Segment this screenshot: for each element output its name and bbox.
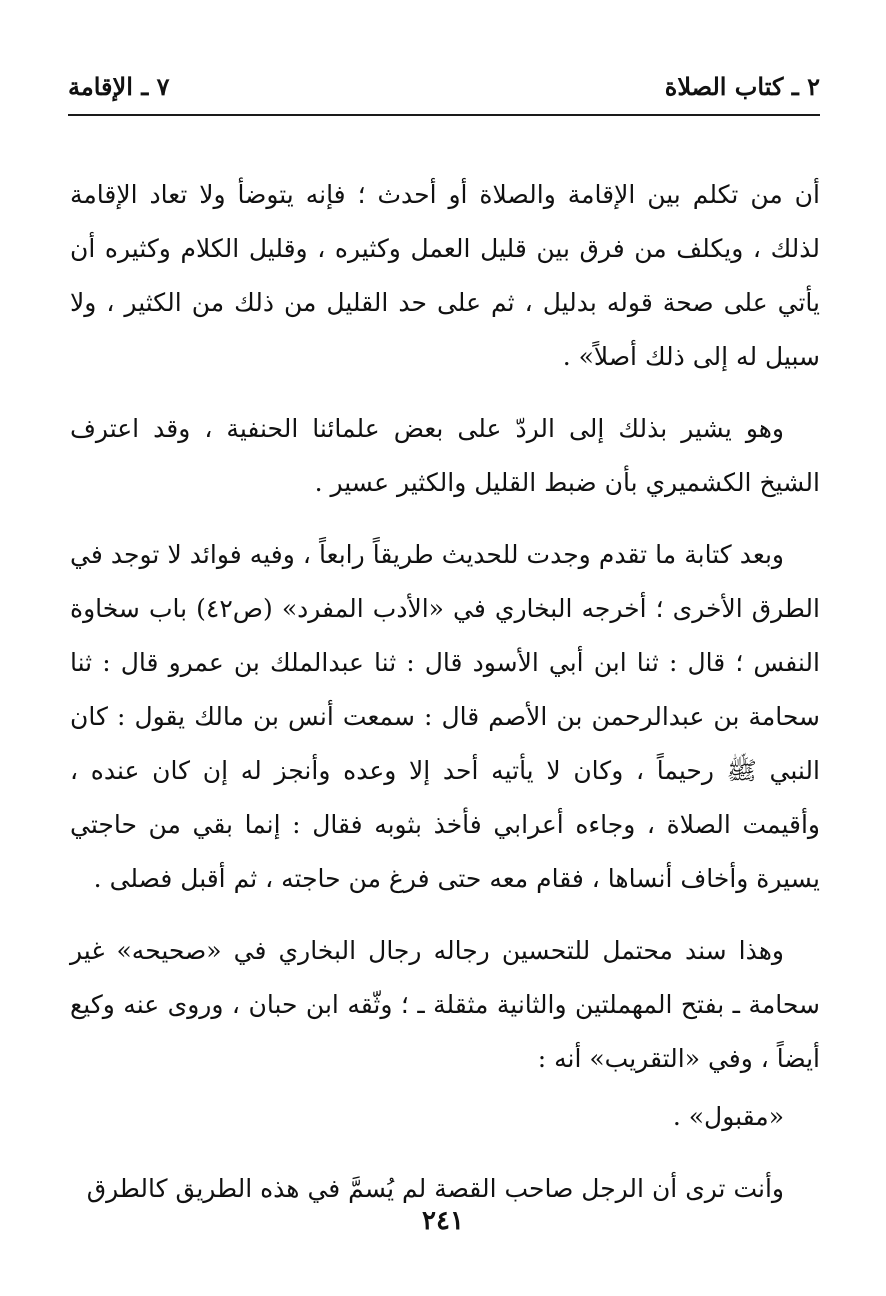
paragraph-1: أن من تكلم بين الإقامة والصلاة أو أحدث ؛ فإنه يتوضأ ولا تعاد الإقامة لذلك ، ويكلف من فرق بين قليل العمل وكثيره ، وقليل الكلام وكثيره أن يأتي على صحة قوله بدليل ، ثم على حد القليل من ذلك من الكثير ، ولا سبيل له إلى ذلك أصلاً» . bbox=[70, 180, 820, 371]
header-rule bbox=[68, 114, 820, 116]
header-chapter-title: ٢ ـ كتاب الصلاة bbox=[664, 72, 820, 101]
header-section-title: ٧ ـ الإقامة bbox=[68, 72, 170, 101]
paragraph-4: وهذا سند محتمل للتحسين رجاله رجال البخاري في «صحيحه» غير سحامة ـ بفتح المهملتين والثانية مثقلة ـ ؛ وثّقه ابن حبان ، وروى عنه وكيع أيضاً ، وفي «التقريب» أنه : bbox=[70, 936, 820, 1073]
main-text bbox=[70, 168, 820, 1234]
running-header bbox=[68, 72, 820, 112]
quoted-term: «مقبول» . bbox=[672, 1102, 784, 1131]
paragraph-2: وهو يشير بذلك إلى الردّ على بعض علمائنا الحنفية ، وقد اعترف الشيخ الكشميري بأن ضبط القليل والكثير عسير . bbox=[70, 414, 820, 497]
paragraph-3: وبعد كتابة ما تقدم وجدت للحديث طريقاً رابعاً ، وفيه فوائد لا توجد في الطرق الأخرى ؛ أخرجه البخاري في «الأدب المفرد» (ص٤٢) باب سخاوة النفس ؛ قال : ثنا ابن أبي الأسود قال : ثنا عبدالملك بن عمرو قال : ثنا سحامة بن عبدالرحمن بن الأصم قال : سمعت أنس بن مالك يقول : كان النبي ﷺ رحيماً ، وكان لا يأتيه أحد إلا وعده وأنجز له إن كان عنده ، وأقيمت الصلاة ، وجاءه أعرابي فأخذ بثوبه فقال : إنما بقي من حاجتي يسيرة وأخاف أنساها ، فقام معه حتى فرغ من حاجته ، ثم أقبل فصلى . bbox=[70, 540, 820, 893]
paragraph-5: وأنت ترى أن الرجل صاحب القصة لم يُسمَّ في هذه الطريق كالطرق bbox=[86, 1174, 784, 1203]
page-number: ٢٤١ bbox=[422, 1206, 464, 1236]
